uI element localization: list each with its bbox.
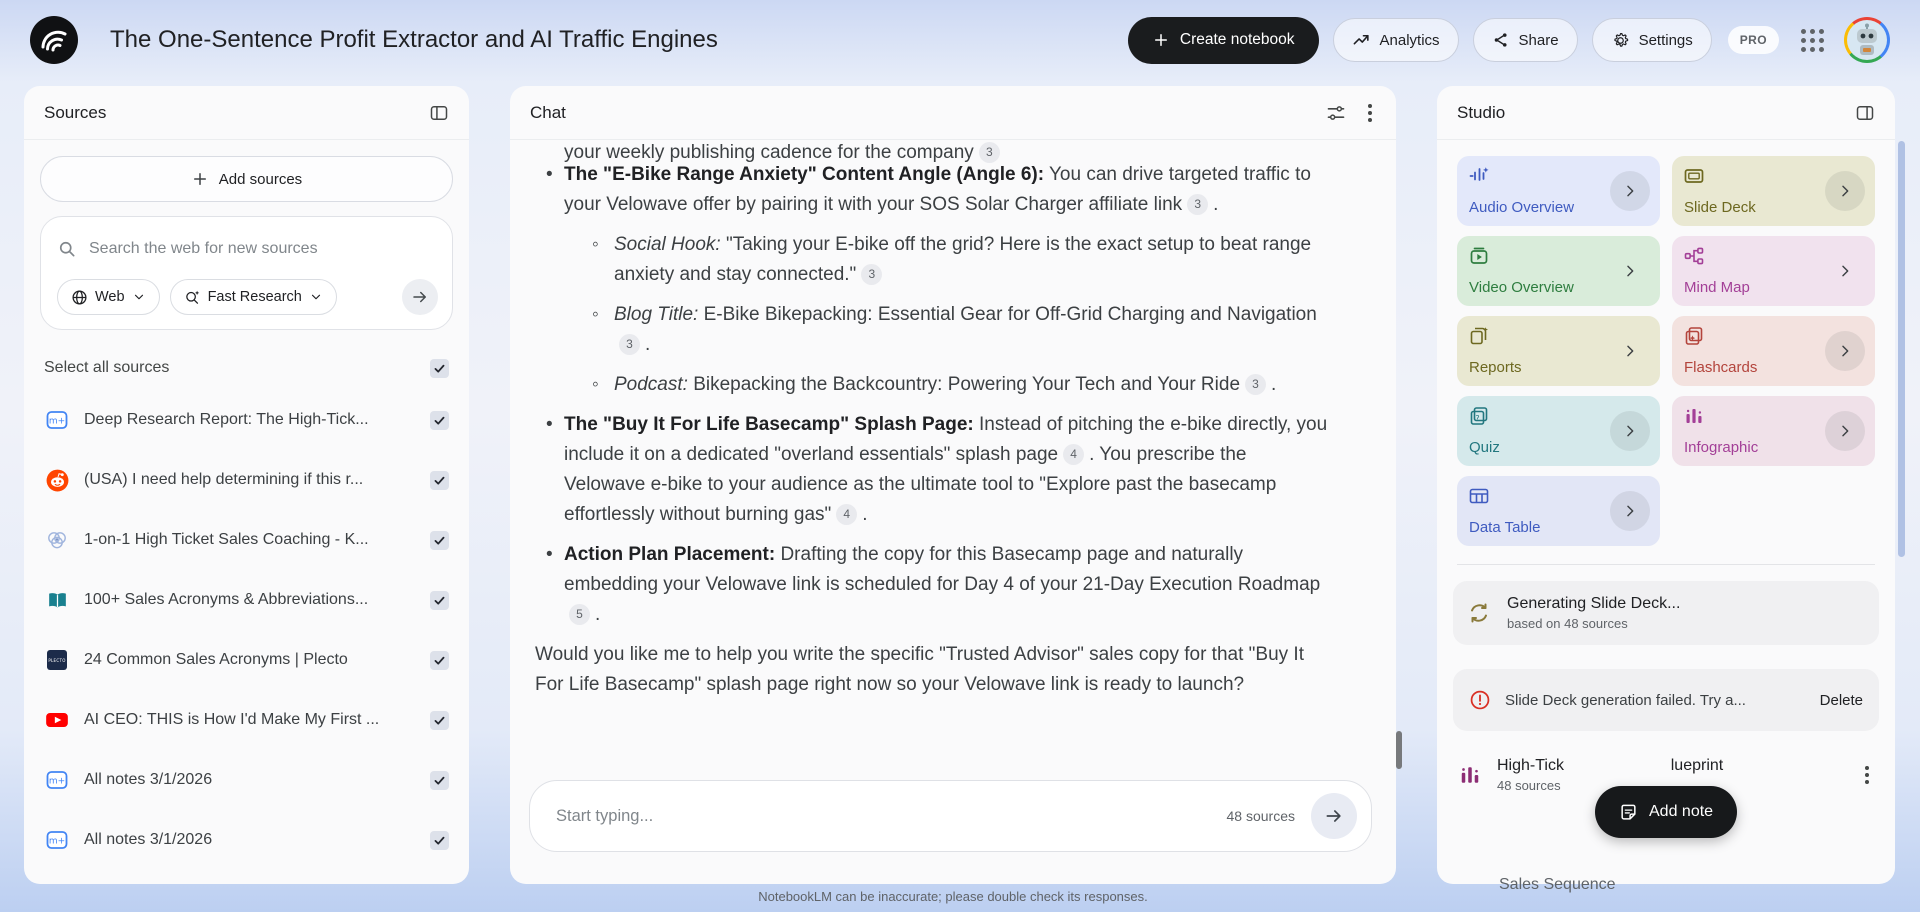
svg-text:m+: m+ (48, 836, 66, 847)
studio-panel-title: Studio (1457, 102, 1506, 122)
studio-tile-mind-map[interactable] (1672, 236, 1875, 306)
error-icon (1469, 689, 1491, 711)
chat-paragraph: Would you like me to help you write the specific "Trusted Advisor" sales copy for that "Buy It For Life Basecamp" splash page right now so your Velowave link is ready to launch? (535, 644, 1304, 695)
svg-text:?: ? (1475, 414, 1480, 423)
reports-icon (1469, 326, 1489, 346)
search-web-input[interactable] (89, 240, 438, 258)
source-title: (USA) I need help determining if this r... (84, 471, 364, 488)
citation-chip[interactable]: 5 (569, 604, 590, 625)
share-button[interactable] (1473, 18, 1578, 62)
artifact-row[interactable]: High-Tick lueprint 48 sources (1453, 757, 1879, 793)
chat-input[interactable] (556, 807, 1227, 826)
generating-subtitle: based on 48 sources (1507, 616, 1628, 631)
studio-divider (1457, 564, 1875, 565)
web-scope-dropdown[interactable] (57, 279, 160, 315)
sources-count-label: 48 sources (1226, 808, 1295, 824)
artifact-title: High-Tick (1497, 757, 1564, 774)
tune-icon[interactable] (1326, 103, 1346, 123)
source-row[interactable] (24, 810, 469, 870)
book-icon (44, 587, 70, 613)
sources-panel-title: Sources (44, 102, 107, 122)
audio-overview-icon (1469, 166, 1489, 186)
select-all-sources-label: Select all sources (44, 359, 170, 376)
search-submit-button[interactable] (402, 279, 438, 315)
analytics-button[interactable] (1333, 18, 1459, 62)
create-notebook-button[interactable] (1128, 17, 1319, 64)
chat-scrollbar-thumb[interactable] (1396, 731, 1402, 769)
plecto-icon (44, 647, 70, 673)
chevron-down-icon (132, 290, 146, 304)
sources-panel (24, 86, 469, 884)
tile-label: Infographic (1684, 439, 1759, 456)
svg-text:PLECTO: PLECTO (48, 658, 66, 663)
disclaimer-text: NotebookLM can be inaccurate; please double check its responses. (758, 889, 1148, 904)
source-checkbox[interactable] (430, 471, 449, 490)
chat-panel (510, 86, 1396, 884)
settings-button[interactable] (1592, 18, 1712, 62)
source-checkbox[interactable] (430, 531, 449, 550)
citation-chip[interactable]: 3 (619, 334, 640, 355)
avatar-robot-image (1847, 20, 1887, 60)
tile-label: Data Table (1469, 519, 1541, 536)
source-title: AI CEO: THIS is How I'd Make My First ... (84, 711, 380, 728)
notebook-icon (44, 827, 70, 853)
chevron-right-icon[interactable] (1610, 251, 1650, 291)
share-icon (1492, 31, 1510, 49)
citation-chip[interactable]: 4 (1063, 444, 1084, 465)
arrow-right-icon (411, 288, 429, 306)
tile-label: Quiz (1469, 439, 1500, 456)
studio-scrollbar-thumb[interactable] (1898, 141, 1905, 557)
data-table-icon (1469, 486, 1489, 506)
studio-panel (1437, 86, 1895, 893)
select-all-checkbox[interactable] (430, 359, 449, 378)
chevron-down-icon (309, 290, 323, 304)
trending-up-icon (1352, 31, 1371, 50)
collapse-sources-panel-icon[interactable] (429, 103, 449, 123)
chevron-right-icon[interactable] (1825, 171, 1865, 211)
notebook-title[interactable]: The One-Sentence Profit Extractor and AI Traffic Engines (110, 26, 718, 53)
studio-tools-grid (1437, 140, 1895, 546)
venn-icon (44, 527, 70, 553)
generation-failed-row (1453, 669, 1879, 731)
chat-message-area (510, 141, 1396, 780)
chat-input-bar (529, 780, 1372, 852)
research-chip-label: Fast Research (207, 289, 302, 305)
source-checkbox[interactable] (430, 411, 449, 430)
tile-label: Reports (1469, 359, 1522, 376)
generating-title: Generating Slide Deck... (1507, 595, 1681, 612)
source-checkbox[interactable] (430, 591, 449, 610)
arrow-right-icon (1324, 806, 1344, 826)
clipped-message-line: your weekly publishing cadence for the company 3 (535, 138, 1330, 151)
studio-tile-audio-overview[interactable] (1457, 156, 1660, 226)
video-overview-icon (1469, 246, 1489, 266)
flashcards-icon (1684, 326, 1704, 346)
citation-chip[interactable]: 3 (861, 264, 882, 285)
studio-tile-video-overview[interactable] (1457, 236, 1660, 306)
tile-label: Audio Overview (1469, 199, 1575, 216)
notebook-icon (44, 407, 70, 433)
chevron-right-icon[interactable] (1610, 331, 1650, 371)
notebooklm-logo-icon[interactable] (30, 16, 78, 64)
svg-text:m+: m+ (48, 416, 66, 427)
gear-icon (1611, 31, 1630, 50)
chat-bullet: • The "Buy It For Life Basecamp" Splash Page: Instead of pitching the e-bike directly, you include it on a dedicated "overland essentials" splash page 4 . You prescribe the Velowave e-bike to your audience as the ultimate tool to "Explore past the basecamp effortlessly without burning gas" 4 . (546, 414, 1328, 525)
research-mode-dropdown[interactable] (170, 279, 337, 315)
notebook-icon (44, 767, 70, 793)
add-sources-label: Add sources (218, 170, 303, 188)
reddit-icon (44, 467, 70, 493)
source-title: Deep Research Report: The High-Tick... (84, 411, 369, 428)
source-checkbox[interactable] (430, 771, 449, 790)
web-search-box (40, 216, 453, 330)
add-sources-button[interactable] (40, 156, 453, 202)
source-row[interactable] (24, 570, 469, 630)
chat-sub-bullet: ◦ Blog Title: E-Bike Bikepacking: Essential Gear for Off-Grid Charging and Navigation3 . (592, 304, 1317, 355)
source-checkbox[interactable] (430, 651, 449, 670)
user-avatar[interactable] (1844, 17, 1890, 63)
source-row[interactable] (24, 390, 469, 450)
pro-badge: PRO (1728, 26, 1779, 54)
infographic-icon (1684, 406, 1704, 426)
chat-bullet: • The "E-Bike Range Anxiety" Content Angle (Angle 6): You can drive targeted traffic to your Velowave offer by pairing it with your SOS Solar Charger affiliate link 3 . (546, 164, 1311, 215)
studio-tile-flashcards[interactable] (1672, 316, 1875, 386)
note-icon (1619, 803, 1638, 822)
globe-icon (71, 289, 88, 306)
citation-chip[interactable]: 3 (979, 142, 1000, 163)
source-row[interactable] (24, 510, 469, 570)
chevron-right-icon[interactable] (1825, 331, 1865, 371)
chevron-right-icon[interactable] (1610, 491, 1650, 531)
artifact-subtitle: 48 sources (1497, 778, 1561, 793)
chat-panel-title: Chat (530, 102, 566, 122)
send-button[interactable] (1311, 793, 1357, 839)
chat-bullet: • Action Plan Placement: Drafting the copy for this Basecamp page and naturally embedding your Velowave link is scheduled for Day 4 of your 21-Day Execution Roadmap5 . (546, 544, 1321, 625)
studio-tile-reports[interactable] (1457, 316, 1660, 386)
generating-status-row (1453, 581, 1879, 645)
svg-text:m+: m+ (48, 776, 66, 787)
expand-studio-panel-icon[interactable] (1855, 103, 1875, 123)
youtube-icon (44, 707, 70, 733)
source-title: All notes 3/1/2026 (84, 831, 213, 848)
chevron-right-icon[interactable] (1825, 411, 1865, 451)
studio-tile-slide-deck[interactable] (1672, 156, 1875, 226)
search-icon (57, 239, 77, 259)
google-apps-icon[interactable] (1801, 29, 1824, 52)
citation-chip[interactable]: 3 (1187, 194, 1208, 215)
tile-label: Video Overview (1469, 279, 1574, 296)
chevron-right-icon[interactable] (1610, 171, 1650, 211)
source-checkbox[interactable] (430, 711, 449, 730)
failed-message: Slide Deck generation failed. Try a... (1505, 691, 1746, 709)
tile-label: Mind Map (1684, 279, 1750, 296)
add-note-button[interactable] (1595, 786, 1737, 838)
partially-visible-row: Sales Sequence (1499, 876, 1616, 893)
chat-sub-bullet: ◦ Podcast: Bikepacking the Backcountry: Powering Your Tech and Your Ride 3 . (592, 374, 1277, 395)
settings-label: Settings (1638, 31, 1693, 49)
chevron-right-icon[interactable] (1825, 251, 1865, 291)
studio-tile-data-table[interactable] (1457, 476, 1660, 546)
source-row[interactable] (24, 450, 469, 510)
app-header (0, 0, 1920, 80)
sync-icon (1467, 601, 1491, 625)
source-row[interactable] (24, 690, 469, 750)
web-chip-label: Web (95, 289, 125, 305)
add-note-label: Add note (1649, 803, 1714, 820)
studio-tile-infographic[interactable] (1672, 396, 1875, 466)
source-row[interactable] (24, 750, 469, 810)
quiz-icon (1469, 406, 1489, 426)
infographic-icon (1459, 764, 1481, 786)
chat-more-menu-icon[interactable] (1364, 100, 1376, 126)
studio-tile-quiz[interactable] (1457, 396, 1660, 466)
citation-chip[interactable]: 4 (836, 504, 857, 525)
source-title: 100+ Sales Acronyms & Abbreviations... (84, 591, 369, 608)
chevron-right-icon[interactable] (1610, 411, 1650, 451)
artifact-more-menu-icon[interactable] (1861, 762, 1873, 788)
share-label: Share (1518, 31, 1559, 49)
source-row[interactable] (24, 630, 469, 690)
source-title: 1-on-1 High Ticket Sales Coaching - K... (84, 531, 369, 548)
delete-button[interactable]: Delete (1819, 691, 1863, 709)
plus-icon (191, 170, 209, 188)
mind-map-icon (1684, 246, 1704, 266)
plus-icon (1152, 31, 1170, 49)
analytics-label: Analytics (1379, 31, 1440, 49)
create-notebook-label: Create notebook (1179, 31, 1295, 48)
tile-label: Flashcards (1684, 359, 1758, 376)
source-title: 24 Common Sales Acronyms | Plecto (84, 651, 348, 668)
fast-research-icon (184, 289, 201, 306)
source-checkbox[interactable] (430, 831, 449, 850)
chat-sub-bullet: ◦ Social Hook: "Taking your E-bike off the grid? Here is the exact setup to beat range anxiety and stay connected." 3 (592, 234, 1312, 285)
citation-chip[interactable]: 3 (1245, 374, 1266, 395)
tile-label: Slide Deck (1684, 199, 1756, 216)
source-title: All notes 3/1/2026 (84, 771, 213, 788)
slide-deck-icon (1684, 166, 1704, 186)
